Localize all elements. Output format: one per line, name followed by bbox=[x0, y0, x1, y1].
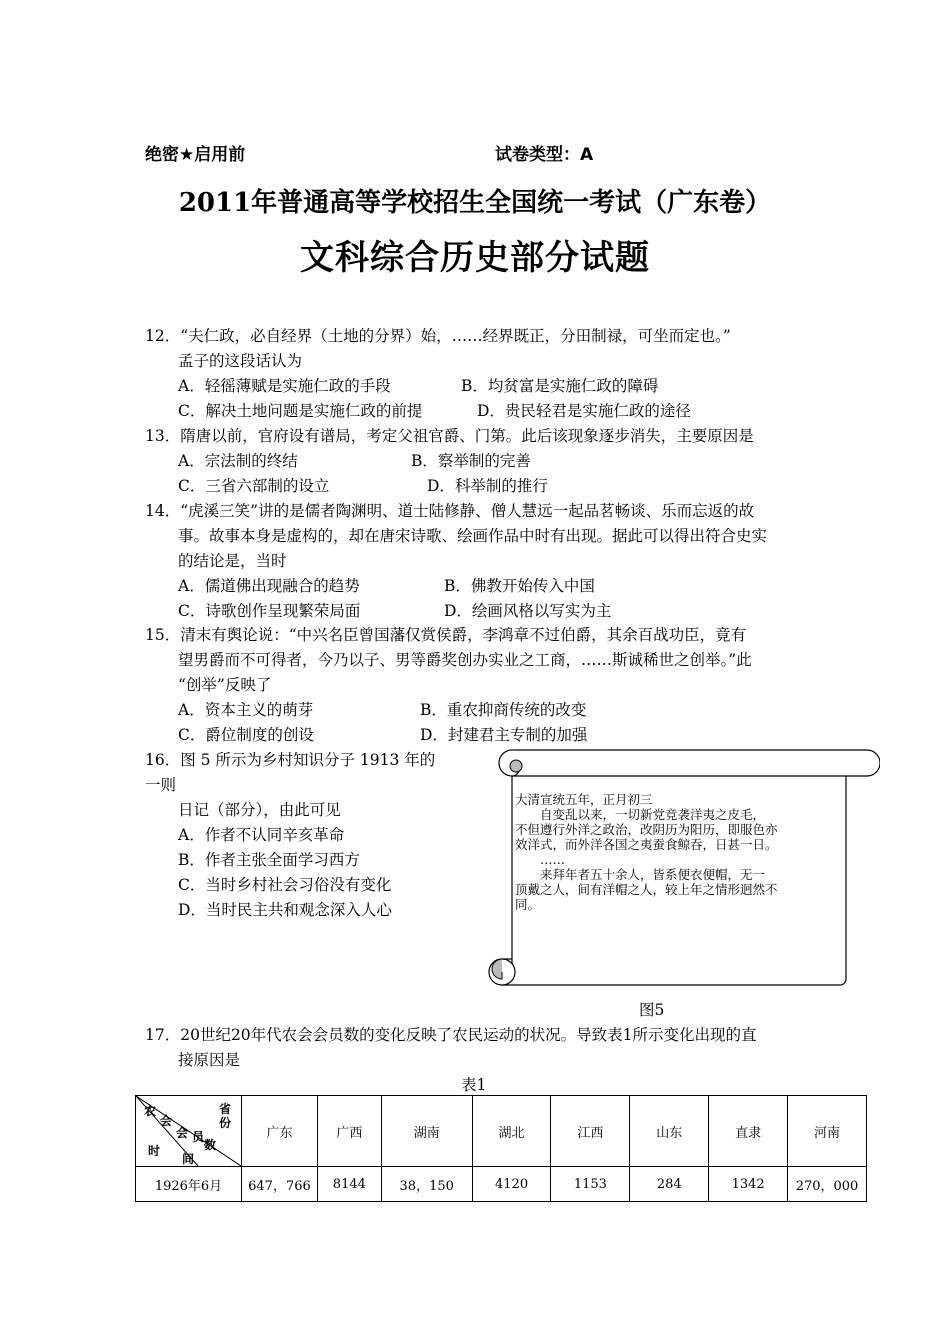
value-cell: 8144 bbox=[317, 1167, 381, 1202]
question-14-stem-line2: 事。故事本身是虚构的，却在唐宋诗歌、绘画作品中时有出现。据此可以得出符合史实 bbox=[178, 527, 768, 545]
province-header: 江西 bbox=[551, 1096, 630, 1167]
diary-line: 顶戴之人，间有洋帽之人，较上年之情形迥然不 bbox=[515, 882, 778, 897]
value-cell: 38，150 bbox=[381, 1167, 472, 1202]
exam-subtitle: 文科综合历史部分试题 bbox=[300, 238, 650, 278]
option-14a: A．儒道佛出现融合的趋势 bbox=[178, 577, 360, 595]
option-15c: C．爵位制度的创设 bbox=[178, 726, 314, 744]
option-12b: B．均贫富是实施仁政的障碍 bbox=[461, 377, 659, 395]
question-15-stem-line2: 望男爵而不可得者，今乃以子、男等爵奖创办实业之工商，……斯诚稀世之创举。”此 bbox=[178, 651, 752, 669]
exam-title: 2011年普通高等学校招生全国统一考试（广东卷） bbox=[178, 188, 772, 218]
value-cell: 4120 bbox=[472, 1167, 551, 1202]
question-14-stem-line1: 14．“虎溪三笑”讲的是儒者陶渊明、道士陆修静、僧人慧远一起品茗畅谈、乐而忘返的故 bbox=[145, 502, 755, 520]
corner-cell: 省份 农 会 会 员 数 时 间 bbox=[136, 1096, 242, 1167]
question-14-stem-line3: 的结论是，当时 bbox=[178, 552, 287, 570]
option-13d: D．科举制的推行 bbox=[427, 477, 548, 495]
value-cell: 647，766 bbox=[242, 1167, 318, 1202]
option-16a: A．作者不认同辛亥革命 bbox=[178, 826, 345, 844]
diary-line: …… bbox=[515, 852, 566, 867]
province-header: 直隶 bbox=[709, 1096, 788, 1167]
time-cell: 1926年6月 bbox=[136, 1167, 242, 1202]
question-16-stem-line2: 一则 bbox=[145, 776, 177, 794]
province-header: 广西 bbox=[317, 1096, 381, 1167]
diary-excerpt bbox=[515, 792, 825, 912]
option-12a: A．轻徭薄赋是实施仁政的手段 bbox=[178, 377, 391, 395]
province-header: 湖北 bbox=[472, 1096, 551, 1167]
corner-time-2: 间 bbox=[182, 1152, 195, 1166]
membership-table bbox=[135, 1095, 867, 1202]
question-16 bbox=[145, 748, 465, 923]
option-16b: B．作者主张全面学习西方 bbox=[178, 851, 360, 869]
value-cell: 1342 bbox=[709, 1167, 788, 1202]
question-17-stem-line1: 17．20世纪20年代农会会员数的变化反映了农民运动的状况。导致表1所示变化出现的直 bbox=[145, 1026, 757, 1044]
question-15-stem-line1: 15．清末有舆论说：“中兴名臣曾国藩仅赏侯爵，李鸿章不过伯爵，其余百战功臣，竟有 bbox=[145, 626, 747, 644]
question-13 bbox=[145, 424, 820, 499]
value-cell: 284 bbox=[630, 1167, 709, 1202]
diary-line: 大清宣统五年，正月初三 bbox=[515, 792, 653, 807]
question-17 bbox=[145, 1023, 820, 1073]
option-15d: D．封建君主专制的加强 bbox=[420, 726, 588, 744]
province-header: 湖南 bbox=[381, 1096, 472, 1167]
option-16c: C．当时乡村社会习俗没有变化 bbox=[178, 876, 392, 894]
option-13b: B．察举制的完善 bbox=[411, 452, 531, 470]
table-header-row bbox=[136, 1096, 867, 1167]
secret-label: 绝密★启用前 bbox=[145, 145, 246, 165]
paper-type-label: 试卷类型：A bbox=[495, 145, 594, 165]
question-15-stem-line3: “创举”反映了 bbox=[178, 676, 272, 694]
option-13c: C．三省六部制的设立 bbox=[178, 477, 330, 495]
option-14c: C．诗歌创作呈现繁荣局面 bbox=[178, 602, 361, 620]
question-17-stem-line2: 接原因是 bbox=[178, 1051, 241, 1069]
province-header: 山东 bbox=[630, 1096, 709, 1167]
corner-province: 省份 bbox=[218, 1102, 231, 1130]
option-14d: D．绘画风格以写实为主 bbox=[444, 602, 612, 620]
figure-caption: 图5 bbox=[639, 1001, 665, 1019]
value-cell: 270，000 bbox=[788, 1167, 867, 1202]
question-12-stem-line2: 孟子的这段话认为 bbox=[178, 352, 303, 370]
diary-line: 不但遵行外洋之政治，改阴历为阳历，即服色亦 bbox=[515, 822, 778, 837]
question-12-stem-line1: 12．“夫仁政，必自经界（土地的分界）始，……经界既正，分田制禄，可坐而定也。” bbox=[145, 327, 731, 345]
value-cell: 1153 bbox=[551, 1167, 630, 1202]
question-13-stem-line1: 13．隋唐以前，官府设有谱局，考定父祖官爵、门第。此后该现象逐步消失，主要原因是 bbox=[145, 427, 754, 445]
option-15b: B．重农抑商传统的改变 bbox=[420, 701, 587, 719]
option-12c: C．解决土地问题是实施仁政的前提 bbox=[178, 402, 423, 420]
province-header: 河南 bbox=[788, 1096, 867, 1167]
question-14 bbox=[145, 499, 820, 624]
province-header: 广东 bbox=[242, 1096, 318, 1167]
option-12d: D．贵民轻君是实施仁政的途径 bbox=[477, 402, 691, 420]
question-12 bbox=[145, 324, 820, 424]
option-16d: D．当时民主共和观念深入人心 bbox=[178, 901, 392, 919]
diary-line: 自变乱以来，一切新党竞袭洋夷之皮毛， bbox=[515, 807, 766, 822]
question-16-stem-line3: 日记（部分），由此可见 bbox=[178, 801, 341, 819]
option-14b: B．佛教开始传入中国 bbox=[444, 577, 595, 595]
question-15 bbox=[145, 623, 820, 748]
diary-line: 效洋式，而外洋各国之夷蚕食鲸吞，日甚一日。 bbox=[515, 837, 778, 852]
diary-line: 来拜年者五十余人，皆系便衣便帽，无一 bbox=[515, 867, 766, 882]
question-16-stem-line1: 16．图 5 所示为乡村知识分子 1913 年的 bbox=[145, 751, 436, 769]
corner-time-1: 时 bbox=[148, 1144, 161, 1158]
table-caption: 表1 bbox=[461, 1076, 487, 1094]
table-row bbox=[136, 1167, 867, 1202]
option-13a: A．宗法制的终结 bbox=[178, 452, 298, 470]
diary-line: 同。 bbox=[515, 897, 541, 912]
option-15a: A．资本主义的萌芽 bbox=[178, 701, 314, 719]
